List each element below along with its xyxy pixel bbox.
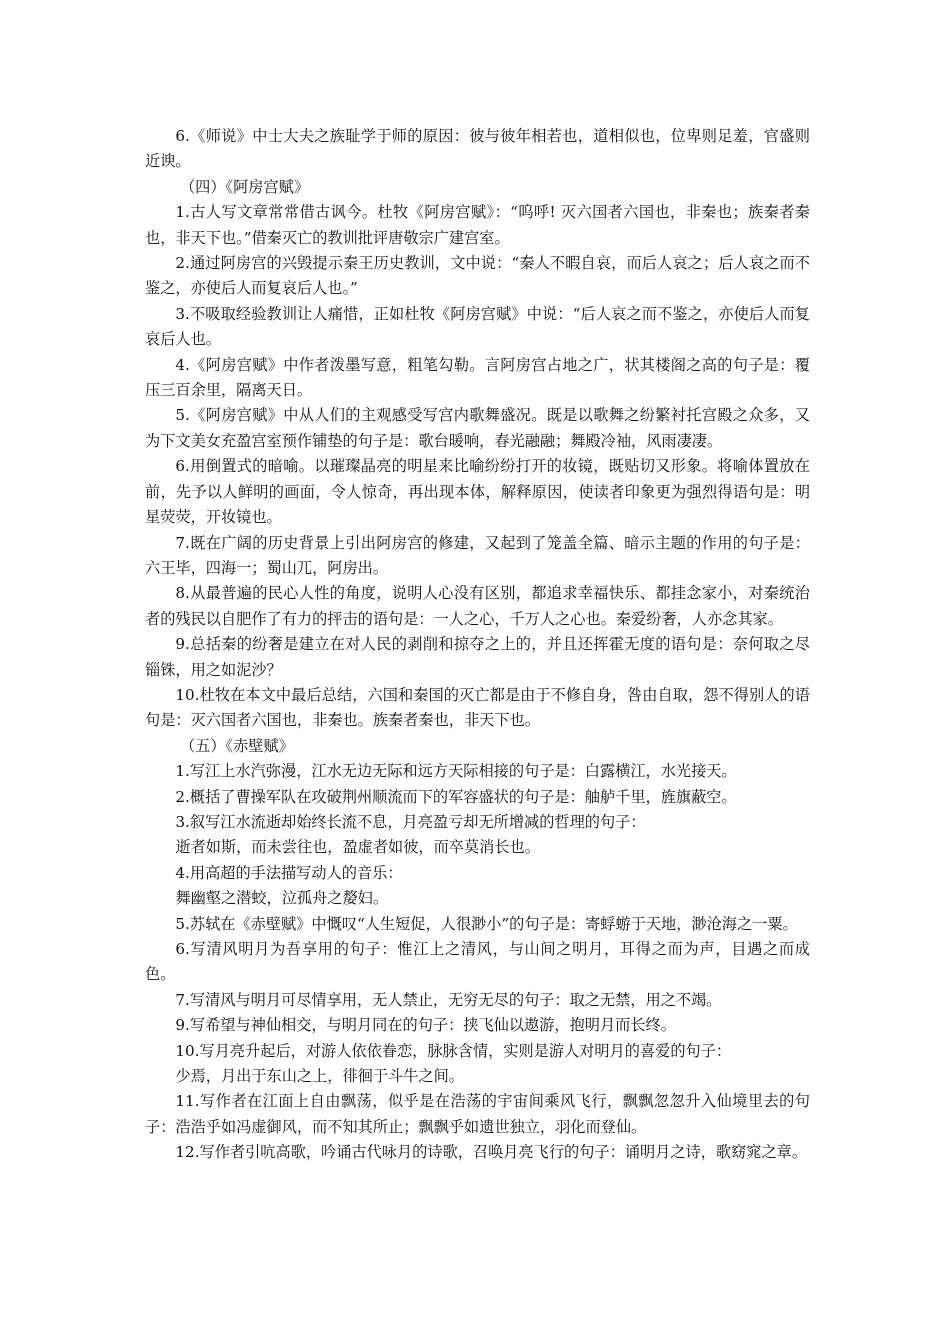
section-heading-afanggong: （四）《阿房宫赋》 bbox=[179, 177, 310, 196]
paragraph-afanggong-2: 2.通过阿房宫的兴毁提示秦王历史教训，文中说：“秦人不暇自哀，而后人哀之；后人哀之而不鉴之，亦使后人而复哀后人也。” bbox=[145, 254, 810, 298]
paragraph-chibi-10: 10.写月亮升起后，对游人依依眷恋，脉脉含情，实则是游人对明月的喜爱的句子： bbox=[175, 1041, 732, 1060]
paragraph-afanggong-7: 7.既在广阔的历史背景上引出阿房宫的修建，又起到了笼盖全篇、暗示主题的作用的句子是：六王毕，四海一；蜀山兀，阿房出。 bbox=[145, 533, 810, 577]
paragraph-chibi-10-answer: 少焉，月出于东山之上，徘徊于斗牛之间。 bbox=[175, 1067, 464, 1086]
section-heading-chibi: （五）《赤壁赋》 bbox=[179, 736, 294, 755]
paragraph-chibi-4-answer: 舞幽壑之潜蛟，泣孤舟之嫠妇。 bbox=[175, 889, 389, 908]
paragraph-chibi-4: 4.用高超的手法描写动人的音乐： bbox=[175, 863, 403, 882]
paragraph-chibi-6: 6.写清风明月为吾享用的句子：惟江上之清风，与山间之明月，耳得之而为声，目遇之而成色。 bbox=[145, 940, 810, 984]
paragraph-afanggong-9: 9.总括秦的纷奢是建立在对人民的剥削和掠夺之上的，并且还挥霍无度的语句是：奈何取之尽锱铢，用之如泥沙？ bbox=[145, 635, 810, 679]
paragraph-afanggong-6: 6.用倒置式的暗喻。以璀璨晶亮的明星来比喻纷纷打开的妆镜，既贴切又形象。将喻体置放在前，先予以人鲜明的画面，令人惊奇，再出现本体，解释原因，使读者印象更为强烈得语句是：明星荧荧，开妆镜也。 bbox=[145, 457, 810, 527]
paragraph-chibi-9: 9.写希望与神仙相交，与明月同在的句子：挟飞仙以遨游，抱明月而长终。 bbox=[175, 1016, 676, 1035]
paragraph-afanggong-4: 4.《阿房宫赋》中作者泼墨写意，粗笔勾勒。言阿房宫占地之广，状其楼阁之高的句子是：覆压三百余里，隔离天日。 bbox=[145, 355, 810, 400]
paragraph-chibi-1: 1.写江上水汽弥漫，江水无边无际和远方天际相接的句子是：白露横江，水光接天。 bbox=[175, 762, 737, 781]
paragraph-chibi-12: 12.写作者引吭高歌，吟诵古代咏月的诗歌，召唤月亮飞行的句子：诵明月之诗，歌窈窕之章。 bbox=[175, 1143, 808, 1162]
paragraph-chibi-11: 11.写作者在江面上自由飘荡，似乎是在浩荡的宇宙间乘风飞行，飘飘忽忽升入仙境里去的句子：浩浩乎如冯虚御风，而不知其所止；飘飘乎如遗世独立，羽化而登仙。 bbox=[145, 1092, 810, 1136]
paragraph-chibi-2: 2.概括了曹操军队在攻破荆州顺流而下的军容盛状的句子是：舳舻千里，旌旗蔽空。 bbox=[175, 787, 737, 806]
document-body bbox=[145, 124, 810, 1166]
paragraph-chibi-3: 3.叙写江水流逝却始终长流不息，月亮盈亏却无所增减的哲理的句子： bbox=[175, 812, 646, 831]
paragraph-chibi-5: 5.苏轼在《赤壁赋》中慨叹“人生短促，人很渺小”的句子是：寄蜉蝣于天地，渺沧海之一粟。 bbox=[175, 914, 798, 933]
paragraph-chibi-3-answer: 逝者如斯，而未尝往也，盈虚者如彼，而卒莫消长也。 bbox=[175, 838, 540, 857]
paragraph-chibi-7: 7.写清风与明月可尽情享用，无人禁止，无穷无尽的句子：取之无禁，用之不竭。 bbox=[175, 990, 722, 1009]
paragraph-afanggong-3: 3.不吸取经验教训让人痛惜，正如杜牧《阿房宫赋》中说：“后人哀之而不鉴之，亦使后人而复哀后人也。 bbox=[145, 304, 810, 349]
paragraph-afanggong-1: 1.古人写文章常常借古讽今。杜牧《阿房宫赋》：“呜呼! 灭六国者六国也，非秦也；族秦者秦也，非天下也。”借秦灭亡的教训批评唐敬宗广建宫室。 bbox=[145, 203, 810, 247]
paragraph-afanggong-8: 8.从最普遍的民心人性的角度，说明人心没有区别，都追求幸福快乐、都挂念家小，对秦统治者的残民以自肥作了有力的抨击的语句是：一人之心，千万人之心也。秦爱纷奢，人亦念其家。 bbox=[145, 584, 810, 628]
paragraph-shishuo-6: 6.《师说》中士大夫之族耻学于师的原因：彼与彼年相若也，道相似也，位卑则足羞，官盛则近谀。 bbox=[145, 127, 810, 171]
paragraph-afanggong-10: 10.杜牧在本文中最后总结，六国和秦国的灭亡都是由于不修自身，咎由自取，怨不得别人的语句是：灭六国者六国也，非秦也。族秦者秦也，非天下也。 bbox=[145, 685, 810, 730]
paragraph-afanggong-5: 5.《阿房宫赋》中从人们的主观感受写宫内歌舞盛况。既是以歌舞之纷繁衬托宫殿之众多，又为下文美女充盈宫室预作铺垫的句子是：歌台暖响，春光融融；舞殿冷袖，风雨凄凄。 bbox=[145, 406, 810, 450]
